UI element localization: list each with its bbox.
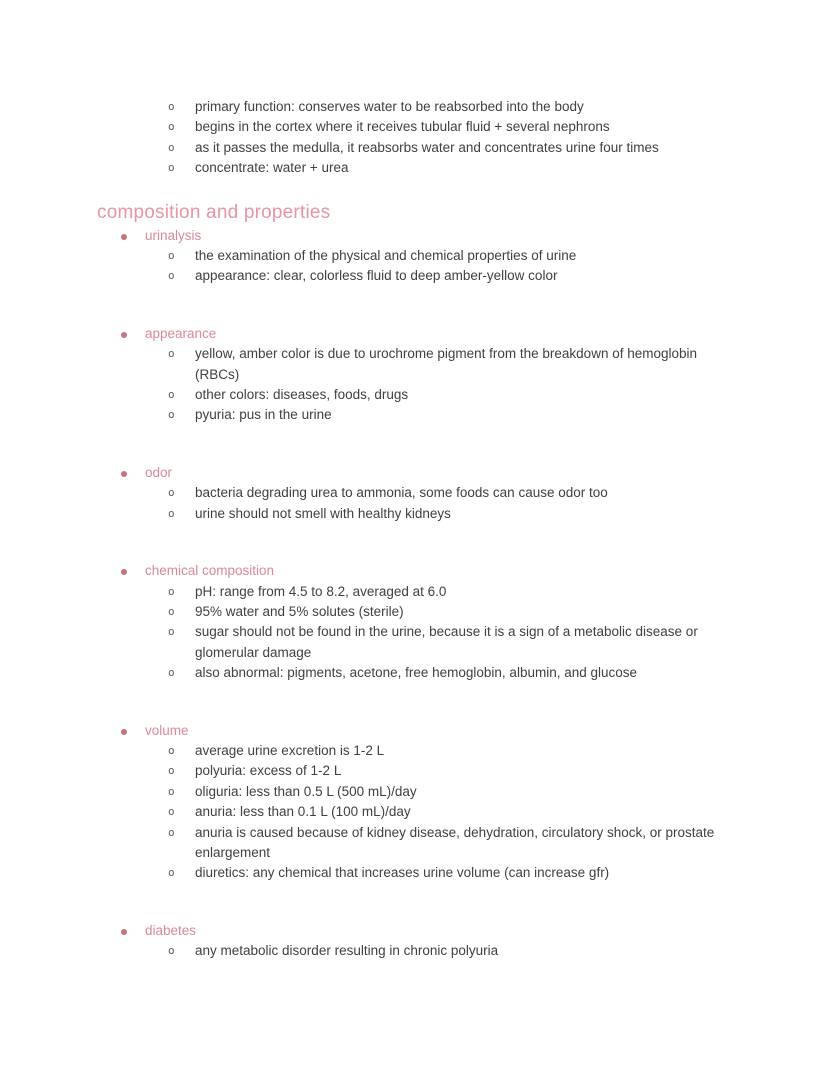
list-item <box>0 405 828 425</box>
list-item-text: oliguria: less than 0.5 L (500 mL)/day <box>195 783 417 799</box>
list-item <box>0 622 828 663</box>
circle-bullet-icon: o <box>168 944 175 958</box>
section-title: volume <box>145 722 189 738</box>
list-item-text: yellow, amber color is due to urochrome pigment from the breakdown of hemoglobin (RBCs) <box>195 346 698 382</box>
circle-bullet-icon: o <box>168 161 175 175</box>
bullet-dot-icon <box>121 729 127 735</box>
circle-bullet-icon: o <box>168 100 175 113</box>
bullet-dot-icon <box>121 929 127 935</box>
list-item-text: also abnormal: pigments, acetone, free hemoglobin, albumin, and glucose <box>195 665 638 681</box>
section-appearance <box>0 324 828 426</box>
list-item-text: pH: range from 4.5 to 8.2, averaged at 6.0 <box>195 583 447 599</box>
list-item <box>0 138 828 158</box>
list-item <box>0 344 828 385</box>
section-title-row <box>0 324 828 344</box>
section-urinalysis <box>0 226 828 287</box>
section-title: appearance <box>145 325 217 341</box>
circle-bullet-icon: o <box>168 388 175 402</box>
list-item <box>0 741 828 761</box>
list-item <box>0 117 828 137</box>
circle-bullet-icon: o <box>168 604 175 618</box>
circle-bullet-icon: o <box>168 805 175 819</box>
section-title-row <box>0 561 828 581</box>
list-item-text: pyuria: pus in the urine <box>195 407 332 423</box>
circle-bullet-icon: o <box>168 825 175 839</box>
list-item <box>0 385 828 405</box>
intro-list <box>0 97 828 179</box>
list-item <box>0 158 828 178</box>
list-item-text: anuria is caused because of kidney disease, dehydration, circulatory shock, or prostate enlargement <box>195 824 715 860</box>
circle-bullet-icon: o <box>168 764 175 778</box>
list-item <box>0 663 828 683</box>
circle-bullet-icon: o <box>168 486 175 500</box>
list-item-text: appearance: clear, colorless fluid to deep amber-yellow color <box>195 268 558 284</box>
section-title-row <box>0 226 828 246</box>
page-title: composition and properties <box>97 201 331 223</box>
list-item <box>0 266 828 286</box>
list-item-text: urine should not smell with healthy kidneys <box>195 505 451 521</box>
section-odor <box>0 463 828 524</box>
section-diabetes <box>0 921 828 962</box>
list-item <box>0 483 828 503</box>
list-item-text: begins in the cortex where it receives tubular fluid + several nephrons <box>195 119 610 135</box>
list-item-text: anuria: less than 0.1 L (100 mL)/day <box>195 804 411 820</box>
list-item-text: any metabolic disorder resulting in chronic polyuria <box>195 943 499 959</box>
circle-bullet-icon: o <box>168 784 175 798</box>
list-item <box>0 97 828 117</box>
list-item-text: sugar should not be found in the urine, because it is a sign of a metabolic disease or glomerular damage <box>195 624 698 660</box>
list-item-text: as it passes the medulla, it reabsorbs water and concentrates urine four times <box>195 139 659 155</box>
list-item-text: bacteria degrading urea to ammonia, some foods can cause odor too <box>195 485 608 501</box>
bullet-dot-icon <box>121 332 127 338</box>
list-item <box>0 246 828 266</box>
section-title: chemical composition <box>145 563 275 579</box>
circle-bullet-icon: o <box>168 269 175 283</box>
circle-bullet-icon: o <box>168 140 175 154</box>
section-title-row <box>0 921 828 941</box>
list-item <box>0 863 828 883</box>
circle-bullet-icon: o <box>168 506 175 520</box>
bullet-dot-icon <box>121 471 127 477</box>
circle-bullet-icon: o <box>168 120 175 134</box>
section-title: diabetes <box>145 922 197 938</box>
list-item <box>0 504 828 524</box>
list-item-text: polyuria: excess of 1-2 L <box>195 763 342 779</box>
list-item-text: average urine excretion is 1-2 L <box>195 742 385 758</box>
list-item-text: primary function: conserves water to be reabsorbed into the body <box>195 99 584 114</box>
list-item <box>0 802 828 822</box>
circle-bullet-icon: o <box>168 249 175 263</box>
section-title: urinalysis <box>145 227 202 243</box>
section-chemical-composition <box>0 561 828 683</box>
list-item <box>0 602 828 622</box>
circle-bullet-icon: o <box>168 584 175 598</box>
list-item-text: other colors: diseases, foods, drugs <box>195 387 409 403</box>
circle-bullet-icon: o <box>168 625 175 639</box>
section-title: odor <box>145 464 173 480</box>
circle-bullet-icon: o <box>168 347 175 361</box>
section-volume <box>0 721 828 884</box>
bullet-dot-icon <box>121 569 127 575</box>
circle-bullet-icon: o <box>168 866 175 880</box>
list-item <box>0 782 828 802</box>
circle-bullet-icon: o <box>168 666 175 680</box>
list-item <box>0 823 828 864</box>
list-item <box>0 941 828 961</box>
list-item-text: the examination of the physical and chemical properties of urine <box>195 248 577 264</box>
list-item-text: 95% water and 5% solutes (sterile) <box>195 603 404 619</box>
circle-bullet-icon: o <box>168 743 175 757</box>
circle-bullet-icon: o <box>168 408 175 422</box>
section-title-row <box>0 463 828 483</box>
list-item <box>0 582 828 602</box>
section-title-row <box>0 721 828 741</box>
list-item-text: concentrate: water + urea <box>195 160 349 176</box>
list-item-text: diuretics: any chemical that increases urine volume (can increase gfr) <box>195 865 610 881</box>
bullet-dot-icon <box>121 234 127 240</box>
list-item <box>0 761 828 781</box>
